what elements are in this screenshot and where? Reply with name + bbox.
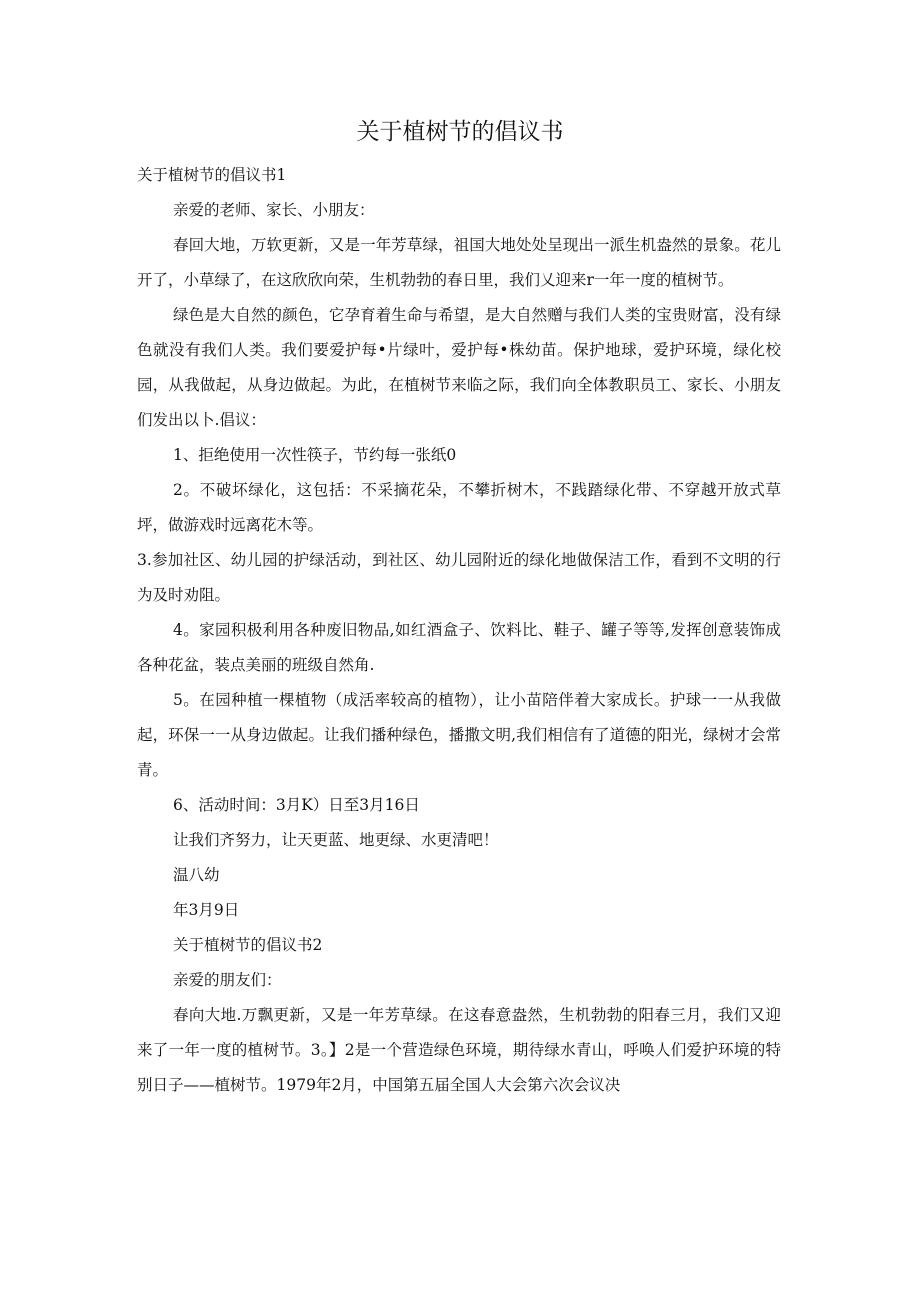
date-line: 年3月9日: [173, 901, 240, 919]
signature: 温八幼: [173, 866, 220, 884]
paragraph: 春回大地，万软更新，又是一年芳草绿，祖国大地处处呈现出一派生机盎然的景象。花儿开了，小草绿了，在这欣欣向荣，生机勃勃的春日里，我们乂迎来r一年一度的植树节。: [137, 236, 781, 289]
document-title: 关于植树节的倡议书: [356, 119, 564, 145]
proposal-item-1: 1、拒绝使用一次性筷子，节约每一张纸0: [173, 446, 457, 464]
closing-line: 让我们齐努力，让天更蓝、地更绿、水更清吧！: [173, 831, 499, 849]
paragraph: 春向大地.万飘更新，又是一年芳草绿。在这春意盎然，生机勃勃的阳春三月，我们又迎来了一年一度的植树节。3。】2是一个营造绿色环境，期待绿水青山，呼唤人们爱护环境的特别日子——植树节。1979年2月，中国第五届全国人大会第六次会议决: [137, 1006, 781, 1094]
salutation-1: 亲爱的老师、家长、小朋友：: [173, 201, 375, 219]
section-heading-1: 关于植树节的倡议书1: [137, 166, 287, 184]
proposal-item-4: 4。家园积极利用各种废旧物品,如红酒盒子、饮料比、鞋子、罐子等等,发挥创意装饰成各种花盆，装点美丽的班级自然角.: [137, 621, 781, 674]
paragraph: 绿色是大自然的颜色，它孕育着生命与希望，是大自然赠与我们人类的宝贵财富，没有绿色就没有我们人类。我们要爱护每•片绿叶，爱护每•株幼苗。保护地球，爱护环境，绿化校园，从我做起，从身边做起。为此，在植树节来临之际，我们向全体教职员工、家长、小朋友们发出以卜.倡议：: [137, 306, 781, 429]
proposal-item-6: 6、活动时间：3月K）日至3月16日: [173, 796, 420, 814]
proposal-item-2: 2。不破坏绿化，这包括：不采摘花朵，不攀折树木，不践踏绿化带、不穿越开放式草坪，做游戏时远离花木等。: [137, 481, 781, 534]
proposal-item-5: 5。在园种植一棵植物（成活率较高的植物），让小苗陪伴着大家成长。护球一一从我做起，环保一一从身边做起。让我们播种绿色，播撒文明,我们相信有了道德的阳光，绿树才会常青。: [137, 691, 781, 779]
proposal-item-3: 3.参加社区、幼儿园的护绿活动，到社区、幼儿园附近的绿化地做保洁工作，看到不文明的行为及时劝阻。: [137, 551, 781, 604]
salutation-2: 亲爱的朋友们：: [173, 971, 282, 989]
document-body: [137, 158, 781, 1103]
section-heading-2: 关于植树节的倡议书2: [173, 936, 323, 954]
